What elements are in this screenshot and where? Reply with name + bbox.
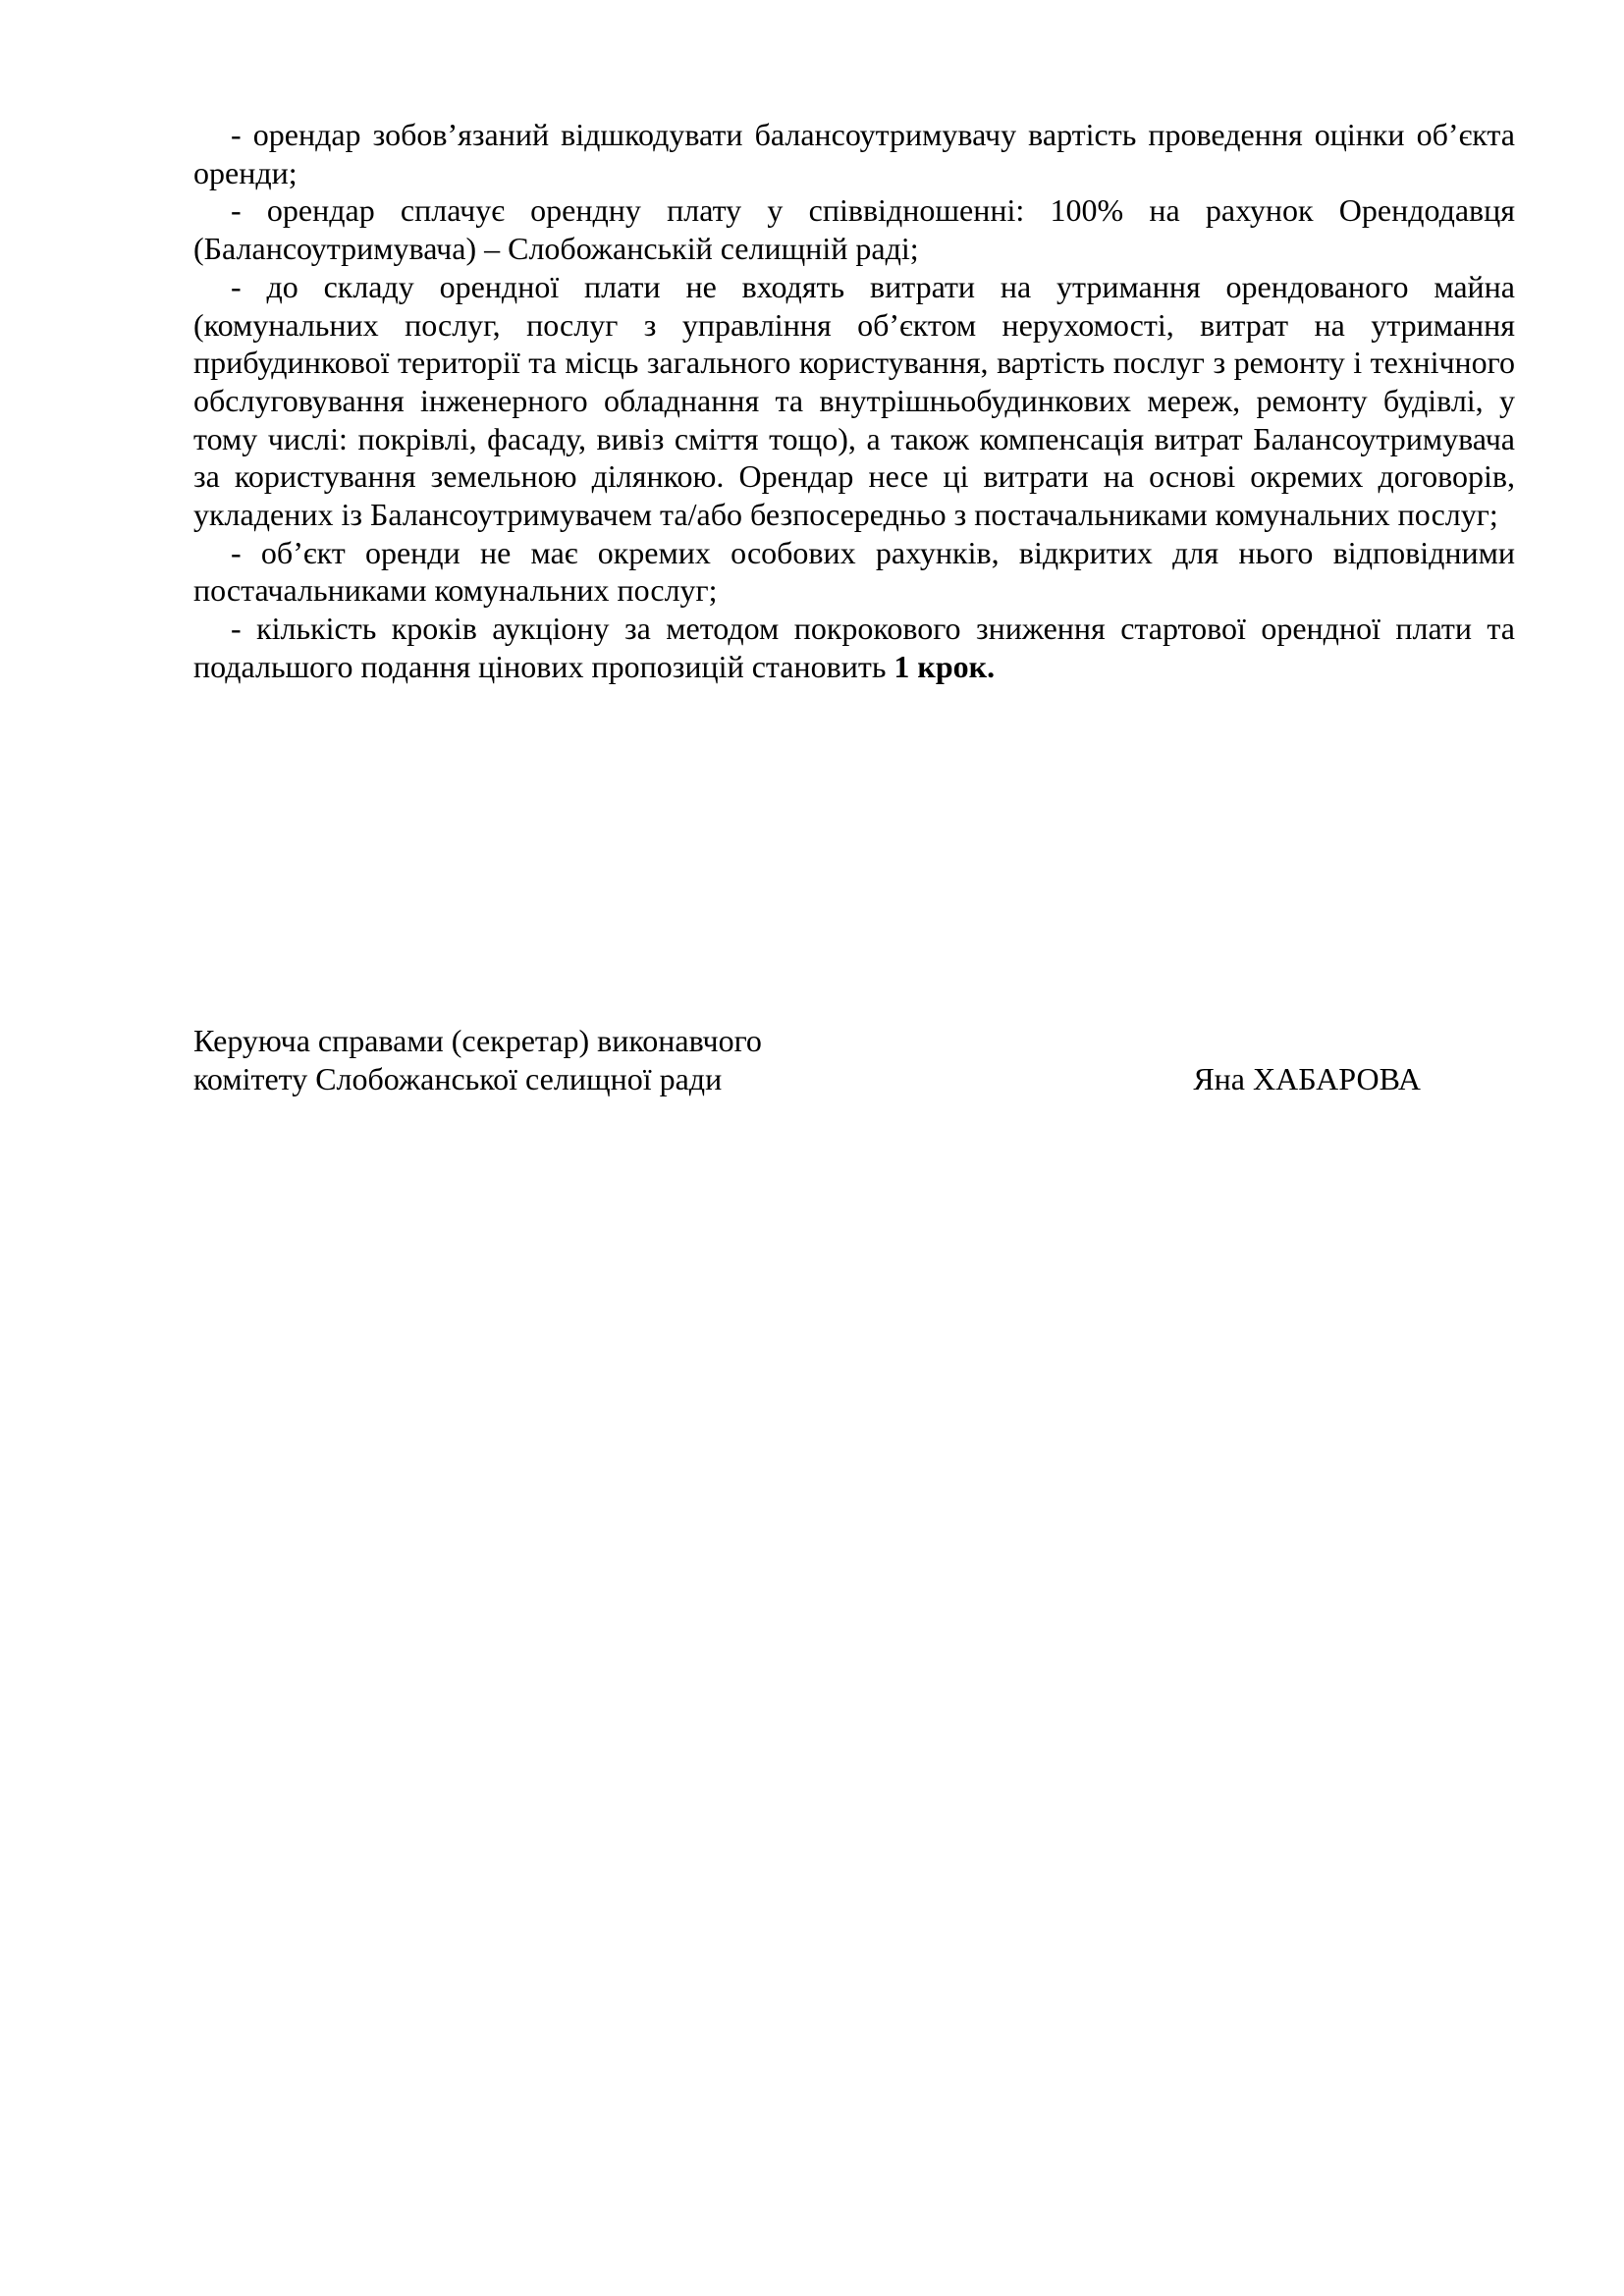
signatory-position-line1: Керуюча справами (секретар) виконавчого bbox=[193, 1023, 762, 1058]
signatory-name: Яна ХАБАРОВА bbox=[1193, 1060, 1421, 1096]
paragraph-text: - орендар сплачує орендну плату у співвідношенні: 100% на рахунок Орендодавця (Балансоутримувача) – Слобожанській селищній раді; bbox=[193, 192, 1515, 267]
paragraph-appraisal-cost bbox=[193, 116, 1515, 191]
paragraph-rent-exclusions bbox=[193, 268, 1515, 534]
paragraph-text: - орендар зобов’язаний відшкодувати балансоутримувачу вартість проведення оцінки об’єкта оренди; bbox=[193, 117, 1515, 190]
document-body bbox=[193, 116, 1515, 686]
signatory-position-line2: комітету Слобожанської селищної ради bbox=[193, 1060, 723, 1096]
paragraph-text: - об’єкт оренди не має окремих особових рахунків, відкритих для нього відповідними постачальниками комунальних послуг; bbox=[193, 534, 1515, 609]
paragraph-text: - кількість кроків аукціону за методом покрокового зниження стартової орендної плати та подальшого подання цінових пропозицій становить bbox=[193, 611, 1515, 684]
signature-block bbox=[193, 1022, 1421, 1097]
paragraph-personal-accounts bbox=[193, 534, 1515, 610]
paragraph-auction-steps bbox=[193, 610, 1515, 685]
paragraph-rent-payment bbox=[193, 191, 1515, 267]
paragraph-text: - до складу орендної плати не входять витрати на утримання орендованого майна (комунальних послуг, послуг з управління об’єктом нерухомості, витрат на утримання прибудинкової території та місць загального користування, вартість послуг з ремонту і технічного обслуговування інженерного обладнання та внутрішньобудинкових мереж, ремонту будівлі, у тому числі: покрівлі, фасаду, вивіз сміття тощо), а також компенсація витрат Балансоутримувача за користування земельною ділянкою. Орендар несе ці витрати на основі окремих договорів, укладених із Балансоутримувачем та/або безпосередньо з постачальниками комунальних послуг; bbox=[193, 268, 1515, 533]
auction-steps-value: 1 крок. bbox=[893, 648, 996, 684]
